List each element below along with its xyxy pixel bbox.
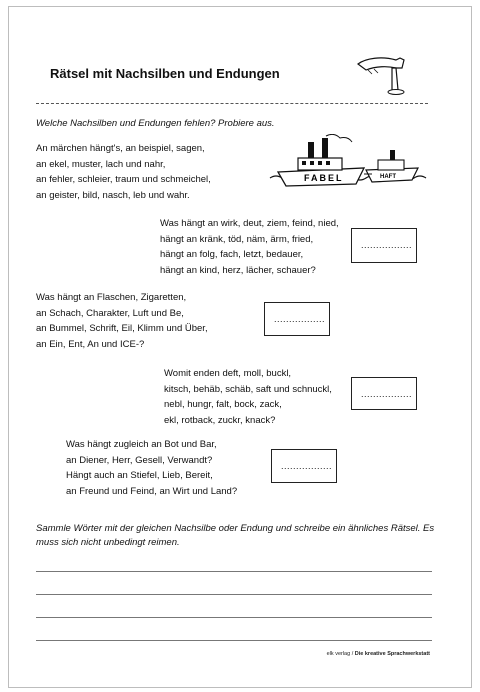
riddle-4 xyxy=(164,366,332,428)
riddle-line: An märchen hängt's, an beispiel, sagen, xyxy=(36,143,205,154)
footer-separator: / xyxy=(350,651,355,657)
riddle-line: an Schach, Charakter, Luft und Be, xyxy=(36,307,184,319)
riddle-line: an Freund und Feind, an Wirt und Land? xyxy=(66,485,238,497)
riddle-line: an geister, bild, nasch, leb und wahr. xyxy=(36,189,190,201)
riddle-line: an Ein, Ent, An und ICE-? xyxy=(36,338,145,350)
title-divider xyxy=(36,103,428,104)
riddle-line: hängt an kränk, töd, näm, ärm, fried, xyxy=(160,233,314,245)
answer-box-2[interactable] xyxy=(351,228,417,263)
writing-line[interactable] xyxy=(36,640,432,641)
writing-line[interactable] xyxy=(36,617,432,618)
answer-box-5[interactable] xyxy=(271,449,337,483)
answer-blank: ................. xyxy=(281,461,333,471)
answer-blank: ................. xyxy=(274,314,326,324)
riddle-line: an ekel, muster, lach und nahr, xyxy=(36,158,166,170)
riddle-line: Was hängt an Flaschen, Zigaretten, xyxy=(36,292,187,303)
footer-series: Die kreative Sprachwerkstatt xyxy=(354,651,430,657)
ship-label-left: FABEL xyxy=(304,173,344,183)
writing-task: Sammle Wörter mit der gleichen Nachsilbe oder Endung und schreibe ein ähnliches Rätsel. Es muss sich nicht unbedingt reimen. xyxy=(36,523,435,548)
ship-label-right: HAFT xyxy=(380,174,396,180)
riddle-line: kitsch, behäb, schäb, saft und schnuckl, xyxy=(164,383,332,395)
riddle-line: an fehler, schleier, traum und schmeichel, xyxy=(36,174,211,185)
answer-box-4[interactable] xyxy=(351,377,417,410)
instruction-text: Welche Nachsilben und Endungen fehlen? Probiere aus. xyxy=(36,118,275,129)
riddle-2 xyxy=(160,216,339,278)
riddle-5 xyxy=(66,437,237,499)
page-title: Rätsel mit Nachsilben und Endungen xyxy=(50,66,280,81)
riddle-3 xyxy=(36,290,208,352)
riddle-1 xyxy=(36,141,211,203)
riddle-line: nebl, hungr, falt, bock, zack, xyxy=(164,399,282,410)
riddle-line: Womit enden deft, moll, buckl, xyxy=(164,368,292,379)
steamship-illustration xyxy=(268,134,432,200)
riddle-line: ekl, rotback, zuckr, knack? xyxy=(164,414,276,426)
riddle-line: Hängt auch an Stiefel, Lieb, Bereit, xyxy=(66,470,213,481)
riddle-line: an Diener, Herr, Gesell, Verwandt? xyxy=(66,454,213,466)
hammer-icon xyxy=(352,54,418,100)
riddle-line: hängt an kind, herz, lächer, schauer? xyxy=(160,264,316,276)
riddle-line: Was hängt zugleich an Bot und Bar, xyxy=(66,439,217,450)
answer-box-3[interactable] xyxy=(264,302,330,336)
riddle-line: an Bummel, Schrift, Eil, Klimm und Über, xyxy=(36,323,208,334)
writing-line[interactable] xyxy=(36,594,432,595)
writing-line[interactable] xyxy=(36,571,432,572)
riddle-line: hängt an folg, fach, letzt, bedauer, xyxy=(160,249,304,260)
riddle-line: Was hängt an wirk, deut, ziem, feind, nied, xyxy=(160,218,339,229)
answer-blank: ................. xyxy=(361,240,413,250)
footer-publisher: elk verlag xyxy=(326,651,351,657)
footer-credit xyxy=(327,651,430,657)
answer-blank: ................. xyxy=(361,389,413,399)
